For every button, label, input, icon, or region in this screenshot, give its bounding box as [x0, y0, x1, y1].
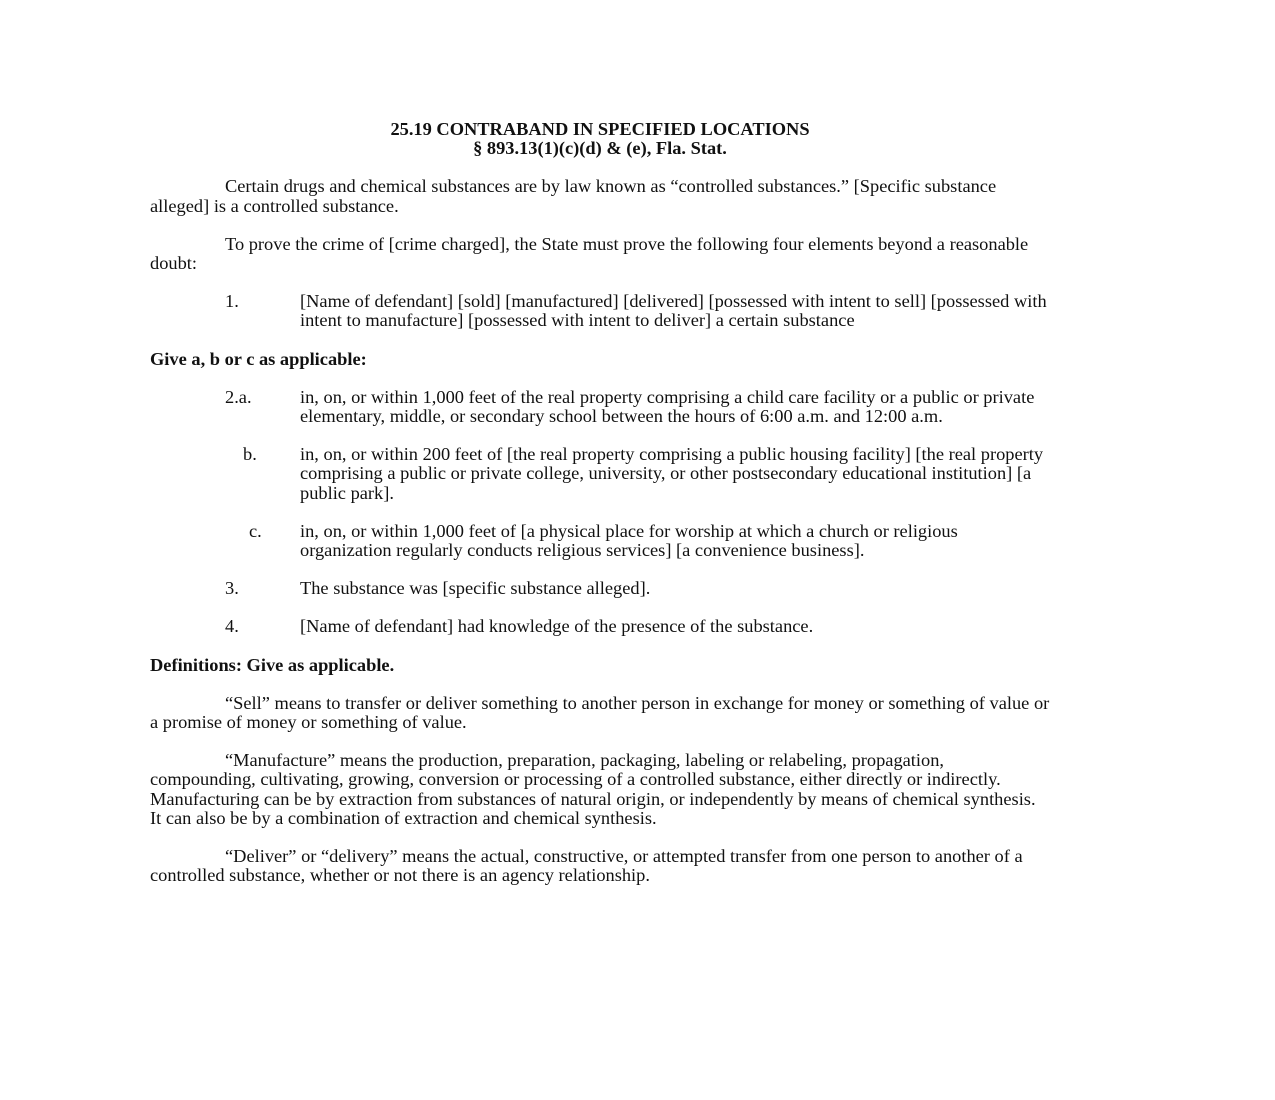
- element-text: in, on, or within 1,000 feet of the real property comprising a child care facility or a public or private elementary, middle, or secondary school between the hours of 6:00 a.m. and 12:00 a.m.: [300, 386, 1035, 427]
- element-text: [Name of defendant] [sold] [manufactured] [delivered] [possessed with intent to sell] [possessed with intent to manufacture] [possessed with intent to deliver] a certain substance: [300, 291, 1047, 331]
- element-item-3: [150, 579, 1050, 598]
- element-number: 1.: [225, 291, 239, 312]
- definition-manufacture: “Manufacture” means the production, preparation, packaging, labeling or relabeling, propagation, compounding, cultivating, growing, conversion or processing of a controlled substance, either directly or indirectly. Manufacturing can be by extraction from substances of natural origin, or independently by means of chemical synthesis. It can also be by a combination of extraction and chemical synthesis.: [150, 750, 1036, 828]
- element-item-4: [150, 617, 1050, 636]
- element-text: [Name of defendant] had knowledge of the presence of the substance.: [300, 616, 814, 637]
- element-item-2b: [150, 445, 1050, 503]
- element-item-1: [150, 292, 1050, 330]
- intro-paragraph-2: To prove the crime of [crime charged], the State must prove the following four elements beyond a reasonable doubt:: [150, 233, 1029, 274]
- page-title-line-1: 25.19 CONTRABAND IN SPECIFIED LOCATIONS: [390, 119, 810, 139]
- give-abc-heading: Give a, b or c as applicable:: [150, 348, 367, 369]
- element-number: 4.: [225, 616, 239, 637]
- definitions-heading: Definitions: Give as applicable.: [150, 654, 395, 675]
- intro-paragraph-1: Certain drugs and chemical substances are by law known as “controlled substances.” [Specific substance alleged] is a controlled substance.: [150, 176, 997, 216]
- element-text: in, on, or within 200 feet of [the real property comprising a public housing facility] [the real property comprising a public or private college, university, or other postsecondary educational institution] [a public park].: [300, 444, 1044, 503]
- element-text: in, on, or within 1,000 feet of [a physical place for worship at which a church or religious organization regularly conducts religious services] [a convenience business].: [300, 520, 958, 561]
- element-number: 3.: [225, 578, 239, 599]
- element-item-2c: [150, 522, 1050, 560]
- element-item-2a: [150, 388, 1050, 426]
- document-page: [150, 120, 1050, 885]
- definition-sell: “Sell” means to transfer or deliver something to another person in exchange for money or something of value or a promise of money or something of value.: [150, 692, 1050, 733]
- definition-deliver: “Deliver” or “delivery” means the actual, constructive, or attempted transfer from one person to another of a controlled substance, whether or not there is an agency relationship.: [150, 846, 1023, 886]
- element-number: 2.a.: [225, 386, 252, 407]
- element-number: c.: [249, 520, 262, 541]
- element-number: b.: [243, 444, 257, 465]
- element-text: The substance was [specific substance alleged].: [300, 578, 651, 599]
- page-title-line-2: § 893.13(1)(c)(d) & (e), Fla. Stat.: [473, 138, 727, 159]
